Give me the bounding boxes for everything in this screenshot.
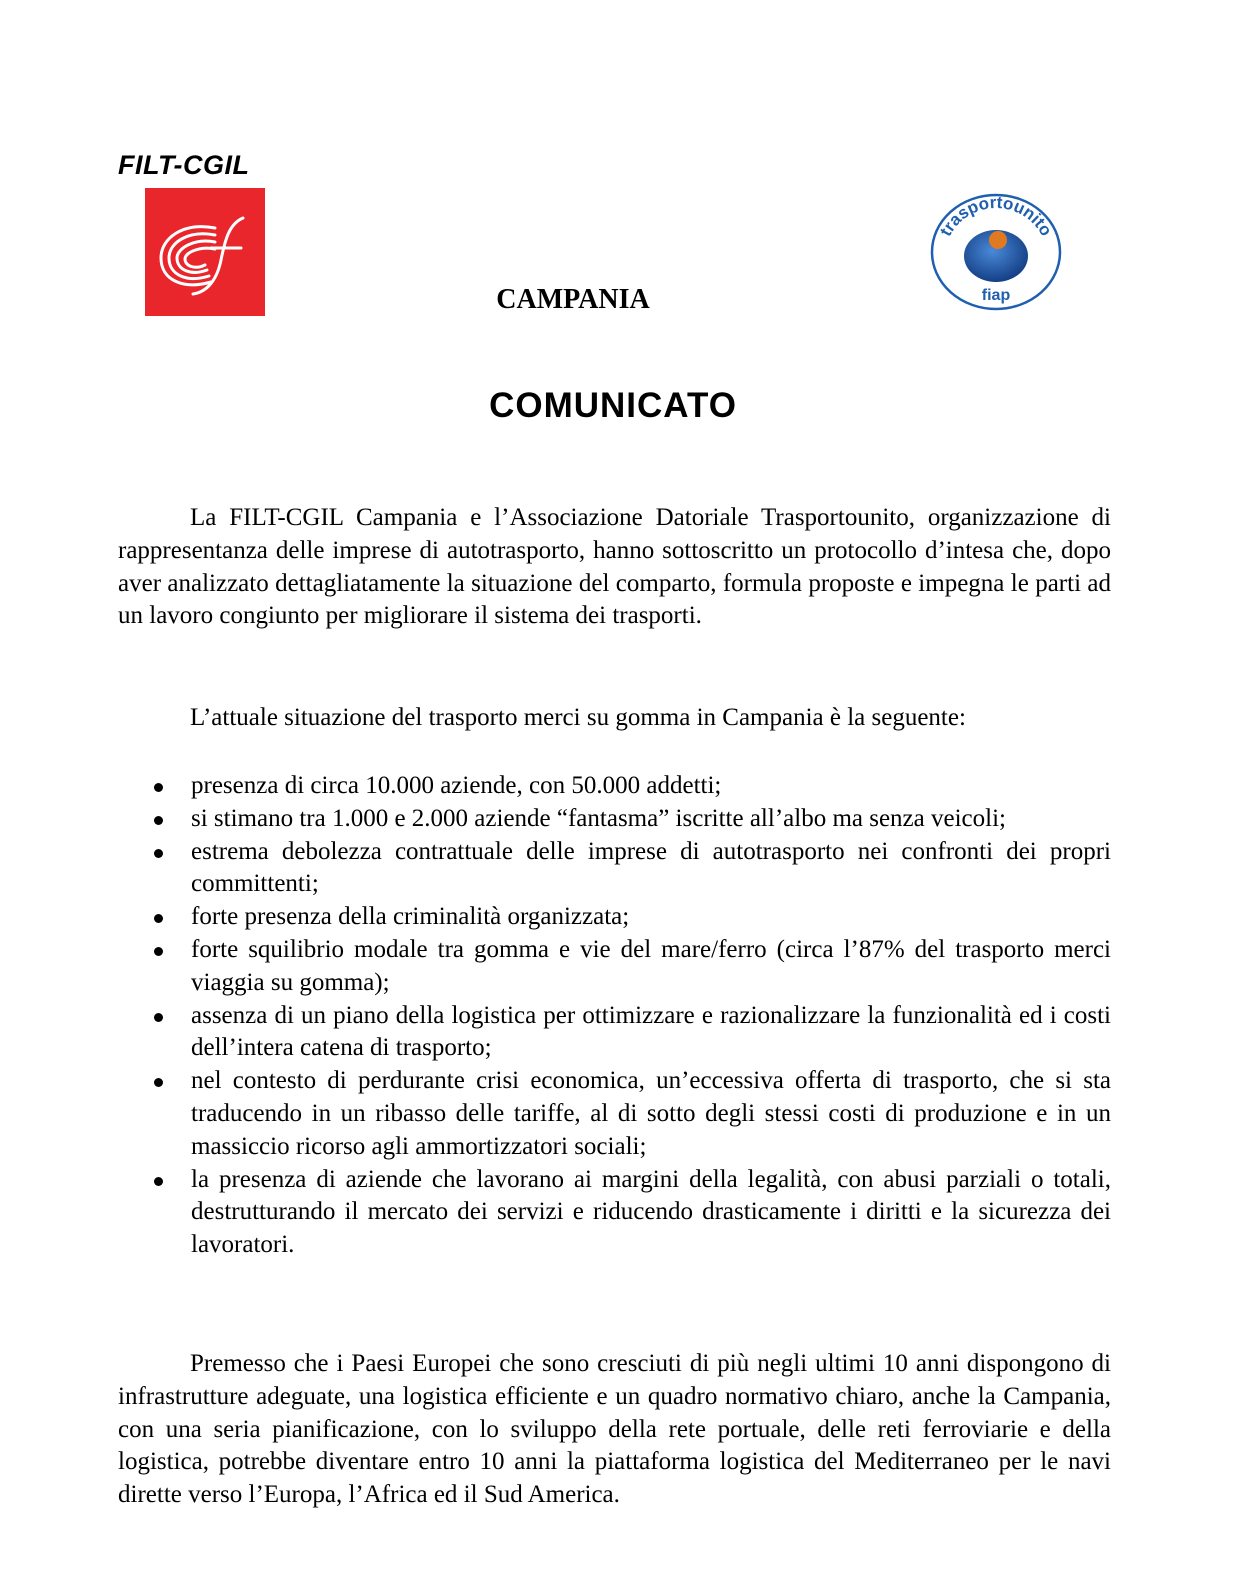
list-item	[118, 934, 1111, 1000]
bullet-icon	[154, 1013, 163, 1022]
intro-paragraph	[118, 502, 1111, 633]
closing-paragraph	[118, 1348, 1111, 1512]
bullet-icon	[154, 914, 163, 923]
list-item-text: si stimano tra 1.000 e 2.000 aziende “fantasma” iscritte all’albo ma senza veicoli;	[191, 804, 1006, 832]
paragraph-text: La FILT-CGIL Campania e l’Associazione Datoriale Trasportounito, organizzazione di rappresentanza delle imprese di autotrasporto, hanno sottoscritto un protocollo d’intesa che, dopo aver analizzato dettagliatamente la situazione del comparto, formula proposte e impegna le parti ad un lavoro congiunto per migliorare il sistema dei trasporti.	[118, 504, 1111, 630]
document-heading: COMUNICATO	[489, 386, 737, 425]
list-item	[118, 770, 1111, 803]
bullet-icon	[154, 849, 163, 858]
region-title: CAMPANIA	[496, 284, 650, 315]
list-item-text: assenza di un piano della logistica per ottimizzare e razionalizzare la funzionalità ed i costi dell’intera catena di trasporto;	[191, 1001, 1111, 1062]
bullet-icon	[154, 816, 163, 825]
paragraph-text: L’attuale situazione del trasporto merci su gomma in Campania è la seguente:	[190, 704, 966, 731]
list-item	[118, 901, 1111, 934]
list-item-text: forte squilibrio modale tra gomma e vie del mare/ferro (circa l’87% del trasporto merci viaggia su gomma);	[191, 935, 1111, 996]
list-item-text: nel contesto di perdurante crisi economica, un’eccessiva offerta di trasporto, che si sta traducendo in un ribasso delle tariffe, al di sotto degli stessi costi di produzione e in un massiccio ricorso agli ammortizzatori sociali;	[191, 1067, 1111, 1160]
list-item	[118, 803, 1111, 836]
logo-top-text: trasportounito	[935, 192, 1056, 240]
list-item-text: forte presenza della criminalità organizzata;	[191, 903, 630, 931]
logo-bottom-text: fiap	[981, 287, 1011, 304]
list-item-text: estrema debolezza contrattuale delle imprese di autotrasporto nei confronti dei propri committenti;	[191, 837, 1111, 898]
bullet-icon	[154, 947, 163, 956]
list-item-text: la presenza di aziende che lavorano ai margini della legalità, con abusi parziali o totali, destrutturando il mercato dei servizi e riducendo drasticamente i diritti e la sicurezza dei lavoratori.	[191, 1165, 1111, 1259]
bullet-icon	[154, 1177, 163, 1186]
situation-list	[118, 770, 1111, 1262]
list-item	[118, 1000, 1111, 1066]
org-name: FILT-CGIL	[118, 150, 250, 180]
list-item-text: presenza di circa 10.000 aziende, con 50.000 addetti;	[191, 772, 722, 799]
paragraph-text: Premesso che i Paesi Europei che sono cresciuti di più negli ultimi 10 anni dispongono di infrastrutture adeguate, una logistica efficiente e un quadro normativo chiaro, anche la Campania, con una seria pianificazione, con lo sviluppo della rete portuale, delle reti ferroviarie e della logistica, potrebbe diventare entro 10 anni la piattaforma logistica del Mediterraneo per le navi dirette verso l’Europa, l’Africa ed il Sud America.	[118, 1350, 1111, 1509]
list-item	[118, 836, 1111, 902]
list-item	[118, 1065, 1111, 1163]
bullet-icon	[154, 783, 163, 792]
situation-paragraph	[118, 702, 1111, 735]
list-item	[118, 1164, 1111, 1262]
bullet-icon	[154, 1078, 163, 1087]
